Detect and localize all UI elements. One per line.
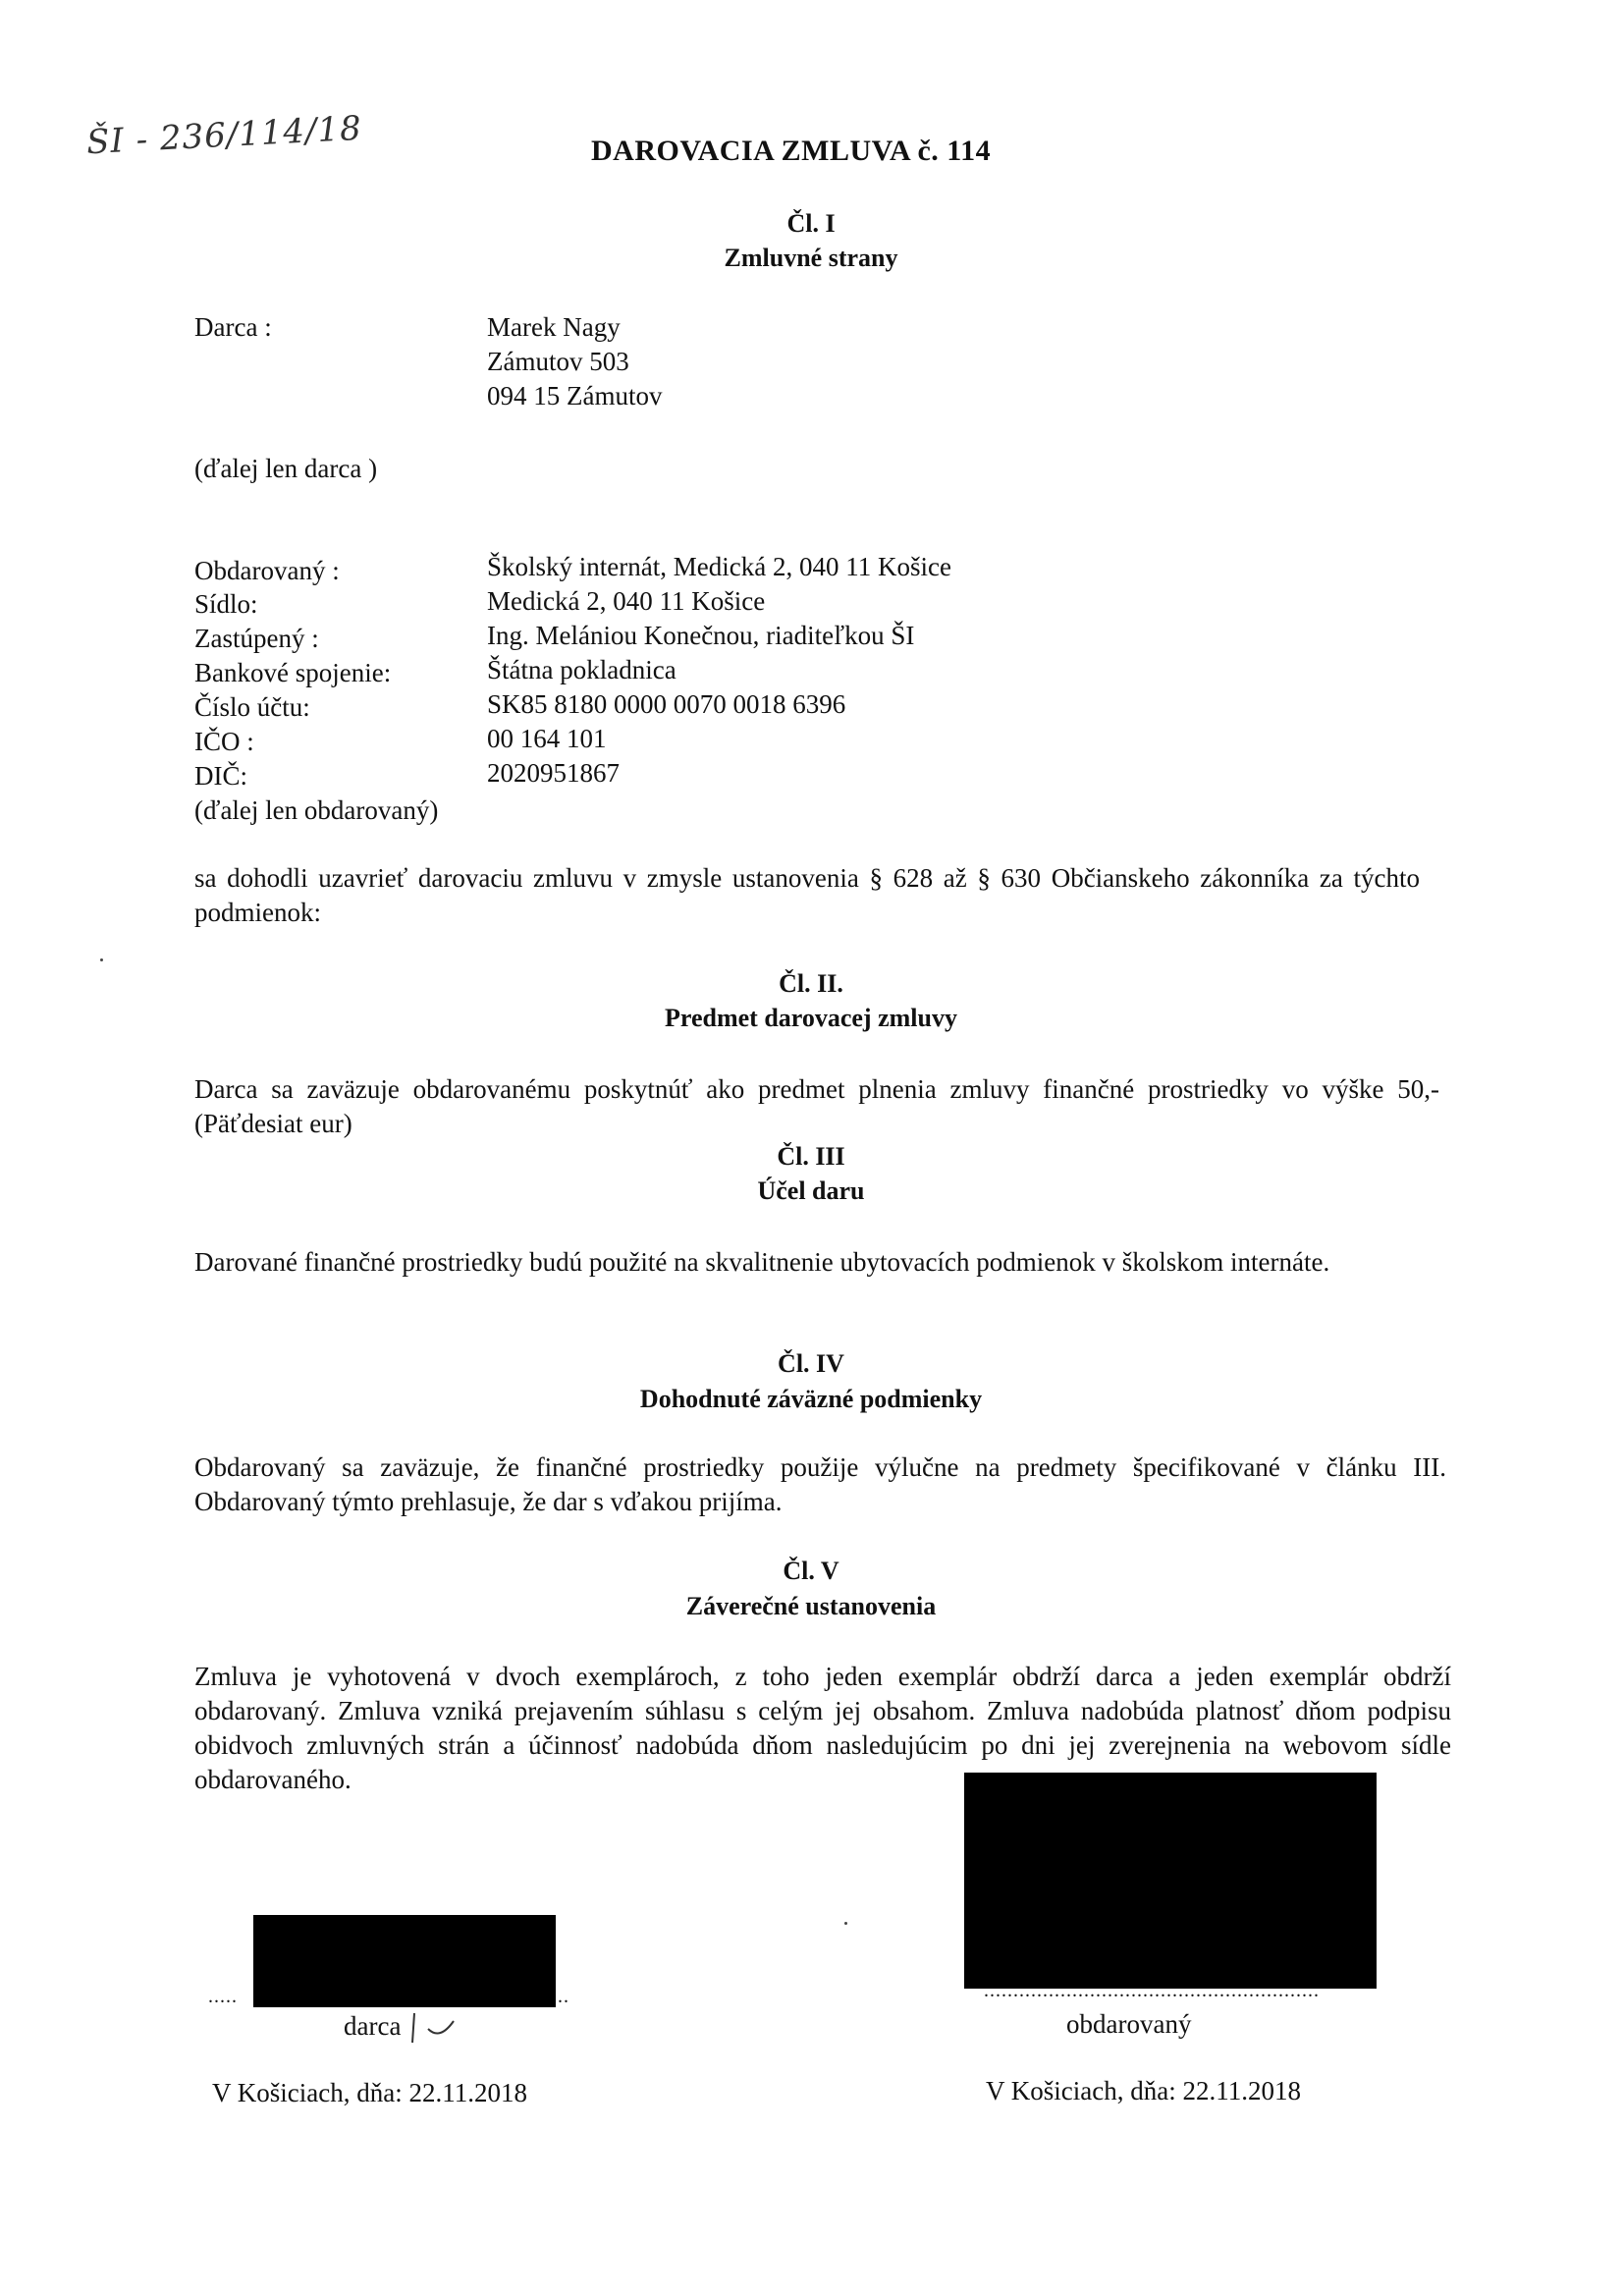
article-3-heading: Čl. III <box>777 1142 845 1171</box>
recipient-label-represented: Zastúpený : <box>194 624 319 653</box>
article-4-subheading: Dohodnuté záväzné podmienky <box>639 1385 983 1413</box>
recipient-value-bank: Štátna pokladnica <box>487 655 676 684</box>
document-title: DAROVACIA ZMLUVA č. 114 <box>591 135 992 167</box>
scan-speck <box>100 958 103 961</box>
donor-name: Marek Nagy <box>487 312 621 342</box>
recipient-signature-line: ......................................................... <box>984 1980 1320 2001</box>
article-3-text: Darované finančné prostriedky budú použité na skvalitnenie ubytovacích podmienok v školskom internáte. <box>194 1247 1330 1277</box>
article-4-text: Obdarovaný sa zaväzuje, že finančné prostriedky použije výlučne na predmety špecifikované v článku III. Obdarovaný týmto prehlasuje, že dar s vďakou prijíma. <box>194 1452 1446 1516</box>
article-5-heading: Čl. V <box>783 1557 839 1585</box>
donor-signature-line: ..... <box>208 1986 238 2007</box>
recipient-signature-label: obdarovaný <box>1066 2009 1192 2039</box>
article-5-text: Zmluva je vyhotovená v dvoch exemplároch, z toho jeden exemplár obdrží darca a jeden exemplár obdrží obdarovaný. Zmluva vzniká prejavením súhlasu s celým jej obsahom. Zmluva nadobúda platnosť dňom podpisu obidvoch zmluvných strán a účinnosť nadobúda dňom nasledujúcim po dni jej zverejnenia na webovom sídle obdarovaného. <box>194 1662 1451 1794</box>
recipient-place-date: V Košiciach, dňa: 22.11.2018 <box>986 2076 1301 2105</box>
article-1-heading: Čl. I <box>786 209 836 238</box>
article-3-subheading: Účel daru <box>757 1176 865 1205</box>
recipient-note: (ďalej len obdarovaný) <box>194 795 439 825</box>
recipient-label-bank: Bankové spojenie: <box>194 658 392 687</box>
recipient-value-dic: 2020951867 <box>487 758 620 788</box>
recipient-label-seat: Sídlo: <box>194 589 258 619</box>
redacted-donor-signature <box>253 1915 556 2007</box>
recipient-label-ico: IČO : <box>194 727 254 756</box>
recipient-value-ico: 00 164 101 <box>487 724 607 753</box>
donor-city: 094 15 Zámutov <box>487 381 663 410</box>
article-1-subheading: Zmluvné strany <box>724 244 898 272</box>
donor-signature-line-end: .. <box>558 1986 569 2007</box>
article-4-heading: Čl. IV <box>778 1349 844 1378</box>
handwritten-file-reference: ŠI - 236/114/18 <box>85 108 363 163</box>
redacted-recipient-signature-stamp <box>964 1773 1377 1989</box>
article-2-heading: Čl. II. <box>779 969 843 998</box>
donor-street: Zámutov 503 <box>487 347 629 376</box>
article-2-subheading: Predmet darovacej zmluvy <box>665 1004 957 1032</box>
donor-label: Darca : <box>194 312 272 342</box>
scan-speck <box>844 1922 847 1925</box>
recipient-value-name: Školský internát, Medická 2, 040 11 Košice <box>487 552 951 581</box>
article-2-text: Darca sa zaväzuje obdarovanému poskytnúť ako predmet plnenia zmluvy finančné prostriedky vo výške 50,- (Päťdesiat eur) <box>194 1074 1439 1138</box>
recipient-value-represented: Ing. Melániou Konečnou, riaditeľkou ŠI <box>487 621 915 650</box>
recipient-label-account: Číslo účtu: <box>194 692 310 722</box>
recipient-label-dic: DIČ: <box>194 761 247 791</box>
intro-paragraph: sa dohodli uzavrieť darovaciu zmluvu v zmysle ustanovenia § 628 až § 630 Občianskeho zákonníka za týchto podmienok: <box>194 863 1420 927</box>
recipient-label-name: Obdarovaný : <box>194 556 340 585</box>
handwritten-signature-stroke <box>410 2007 465 2049</box>
recipient-value-account: SK85 8180 0000 0070 0018 6396 <box>487 689 846 719</box>
donor-signature-label: darca <box>344 2011 402 2041</box>
donor-place-date: V Košiciach, dňa: 22.11.2018 <box>212 2078 527 2107</box>
recipient-value-seat: Medická 2, 040 11 Košice <box>487 586 766 616</box>
article-5-subheading: Záverečné ustanovenia <box>685 1592 937 1620</box>
donor-note: (ďalej len darca ) <box>194 454 378 483</box>
